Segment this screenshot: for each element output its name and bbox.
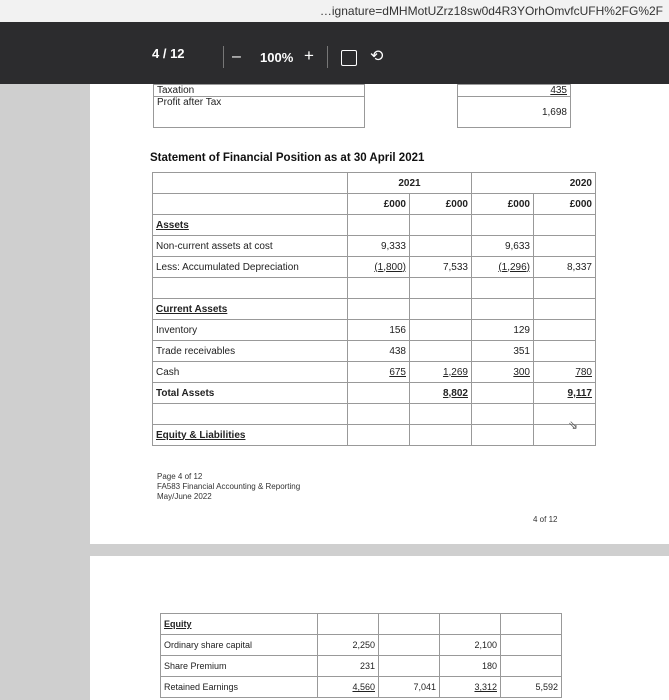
dep-2020: (1,296): [472, 257, 534, 278]
table-row: [153, 383, 596, 404]
receivables-label: Trade receivables: [153, 341, 348, 362]
table-row: [153, 320, 596, 341]
income-statement-fragment: [153, 84, 571, 128]
zoom-out-button[interactable]: –: [232, 48, 241, 65]
sp-2020: 180: [440, 656, 501, 677]
equity-total-2021: 7,041: [379, 677, 440, 698]
equity-table: [160, 613, 562, 698]
table-row: [153, 215, 596, 236]
total-assets-2021: 8,802: [410, 383, 472, 404]
equity-liabilities-heading: Equity & Liabilities: [153, 425, 348, 446]
table-row: [153, 173, 596, 194]
osc-2020: 2,100: [440, 635, 501, 656]
pdf-toolbar: [0, 22, 669, 84]
zoom-level: 100%: [260, 50, 294, 65]
current-assets-heading: Current Assets: [153, 299, 348, 320]
dep-label: Less: Accumulated Depreciation: [153, 257, 348, 278]
year-2021-header: 2021: [348, 173, 472, 194]
financial-position-table: [152, 172, 596, 446]
table-row: [161, 614, 562, 635]
url-text: …ignature=dMHMotUZrz18sw0d4R3YOrhOmvfcUFH%2FG%2F: [319, 4, 663, 18]
toolbar-divider: [327, 46, 328, 68]
zoom-in-button[interactable]: +: [304, 46, 314, 65]
osc-label: Ordinary share capital: [161, 635, 318, 656]
table-row: [153, 341, 596, 362]
footer-course: FA583 Financial Accounting & Reporting: [157, 482, 301, 491]
sp-2021: 231: [318, 656, 379, 677]
footer-session: May/June 2022: [157, 492, 212, 501]
re-label: Retained Earnings: [161, 677, 318, 698]
year-2020-header: 2020: [472, 173, 596, 194]
nbv-2021: 7,533: [410, 257, 472, 278]
total-assets-label: Total Assets: [153, 383, 348, 404]
receivables-2020: 351: [472, 341, 534, 362]
taxation-value: 435: [458, 85, 571, 97]
taxation-label: Taxation: [154, 85, 365, 97]
table-row: [153, 299, 596, 320]
table-row: [161, 656, 562, 677]
current-assets-total-2020: 780: [534, 362, 596, 383]
table-row: [153, 236, 596, 257]
page-number: 4 of 12: [533, 515, 558, 524]
inventory-2021: 156: [348, 320, 410, 341]
table-row: [153, 362, 596, 383]
page-footer: [157, 472, 300, 502]
col-unit: £000: [348, 194, 410, 215]
total-assets-2020: 9,117: [534, 383, 596, 404]
col-unit: £000: [472, 194, 534, 215]
profit-after-tax-value: 1,698: [458, 97, 571, 128]
sfp-title: Statement of Financial Position as at 30 April 2021: [150, 152, 425, 164]
re-2020: 3,312: [440, 677, 501, 698]
osc-2021: 2,250: [318, 635, 379, 656]
col-unit: £000: [534, 194, 596, 215]
table-row: [153, 194, 596, 215]
nca-label: Non-current assets at cost: [153, 236, 348, 257]
profit-after-tax-label: Profit after Tax: [154, 97, 365, 128]
inventory-2020: 129: [472, 320, 534, 341]
toolbar-divider: [223, 46, 224, 68]
nca-2020: 9,633: [472, 236, 534, 257]
table-row: [153, 257, 596, 278]
col-unit: £000: [410, 194, 472, 215]
table-row: [154, 85, 571, 97]
page-indicator[interactable]: 4 / 12: [152, 46, 185, 61]
table-row: [153, 425, 596, 446]
table-row: [153, 278, 596, 299]
current-assets-total-2021: 1,269: [410, 362, 472, 383]
assets-heading: Assets: [153, 215, 348, 236]
receivables-2021: 438: [348, 341, 410, 362]
browser-address-bar[interactable]: [0, 0, 669, 24]
table-row: [161, 677, 562, 698]
equity-total-2020: 5,592: [501, 677, 562, 698]
mouse-cursor-icon: ⇘: [568, 418, 579, 432]
footer-page: Page 4 of 12: [157, 472, 203, 481]
fit-page-icon[interactable]: [341, 50, 357, 66]
re-2021: 4,560: [318, 677, 379, 698]
nca-2021: 9,333: [348, 236, 410, 257]
table-row: [154, 97, 571, 128]
table-row: [153, 404, 596, 425]
sp-label: Share Premium: [161, 656, 318, 677]
dep-2021: (1,800): [348, 257, 410, 278]
equity-heading: Equity: [161, 614, 318, 635]
table-row: [161, 635, 562, 656]
cash-2020: 300: [472, 362, 534, 383]
cash-2021: 675: [348, 362, 410, 383]
rotate-icon[interactable]: ⟲: [370, 48, 384, 65]
inventory-label: Inventory: [153, 320, 348, 341]
cash-label: Cash: [153, 362, 348, 383]
nbv-2020: 8,337: [534, 257, 596, 278]
